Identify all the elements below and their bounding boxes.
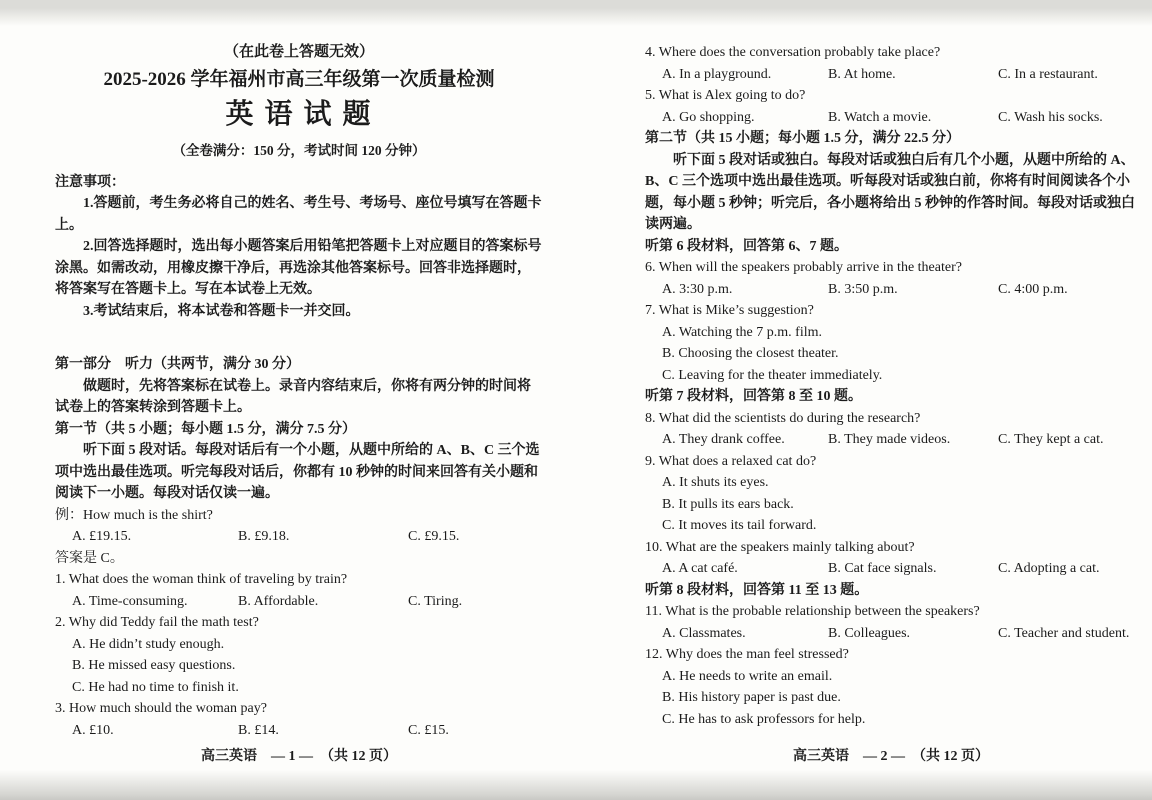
options-row: [55, 591, 543, 613]
option-a: A. In a playground.: [662, 66, 772, 82]
option-line: A. It shuts its eyes.: [662, 475, 769, 490]
score-duration-info: （全卷满分：150 分，考试时间 120 分钟）: [172, 143, 426, 158]
instruction-paragraph: 1.答题前，考生务必将自己的姓名、考生号、考场号、座位号填写在答题卡上。: [55, 196, 542, 233]
options-row: [55, 526, 543, 548]
instruction-paragraph: 3.考试结束后，将本试卷和答题卡一并交回。: [83, 303, 360, 319]
option-a: A. £19.15.: [72, 529, 132, 544]
options-row: [55, 720, 543, 742]
text-line: 例：How much is the shirt?: [55, 507, 213, 523]
option-c: C. Adopting a cat.: [998, 561, 1100, 576]
part-heading: 第一部分 听力（共两节，满分 30 分）: [55, 357, 300, 372]
instruction-line: 第一节（共 5 小题；每小题 1.5 分，满分 7.5 分）: [55, 421, 356, 437]
question-stem: 2. Why did Teddy fail the math test?: [55, 615, 259, 630]
option-c: C. £9.15.: [408, 529, 460, 544]
option-line: B. It pulls its ears back.: [662, 496, 794, 512]
option-b: B. They made videos.: [828, 432, 951, 447]
question-stem: 7. What is Mike’s suggestion?: [645, 303, 814, 318]
instruction-paragraph: 2.回答选择题时，选出每小题答案后用铅笔把答题卡上对应题目的答案标号涂黑。如需改动，用橡皮擦干净后，再选涂其他答案标号。回答非选择题时，将答案写在答题卡上。写在本试卷上无效。: [55, 239, 542, 297]
option-b: B. £14.: [238, 722, 279, 738]
question-stem: 12. Why does the man feel stressed?: [645, 647, 849, 662]
options-row: [645, 279, 1137, 301]
option-b: B. 3:50 p.m.: [828, 281, 898, 297]
option-line: B. Choosing the closest theater.: [662, 346, 839, 361]
page-1-footer: 高三英语 — 1 — （共 12 页）: [201, 749, 397, 764]
option-a: A. 3:30 p.m.: [662, 281, 733, 297]
option-b: B. Affordable.: [238, 593, 319, 609]
subject-title: 英 语 试 题: [225, 99, 373, 130]
option-line: C. Leaving for the theater immediately.: [662, 367, 883, 383]
exam-session-title: 2025-2026 学年福州市高三年级第一次质量检测: [103, 68, 495, 90]
option-line: C. He had no time to finish it.: [72, 679, 239, 695]
option-b: B. £9.18.: [238, 529, 290, 544]
page-1-content: [55, 42, 543, 741]
instruction-line: 听第 6 段材料，回答第 6、7 题。: [645, 238, 848, 254]
instruction-line: 听第 7 段材料，回答第 8 至 10 题。: [645, 389, 862, 404]
question-stem: 8. What did the scientists do during the research?: [645, 410, 921, 426]
instruction-line: 第二节（共 15 小题；每小题 1.5 分，满分 22.5 分）: [645, 131, 960, 146]
question-stem: 9. What does a relaxed cat do?: [645, 453, 817, 469]
option-b: B. Colleagues.: [828, 625, 911, 641]
exam-invalid-notice: （在此卷上答题无效）: [223, 44, 374, 60]
option-c: C. 4:00 p.m.: [998, 281, 1068, 297]
notes-heading: 注意事项：: [55, 174, 125, 190]
instruction-paragraph: 听下面 5 段对话。每段对话后有一个小题，从题中所给的 A、B、C 三个选项中选出最佳选项。听完每段对话后，你都有 10 秒钟的时间来回答有关小题和阅读下一小题。每段对话仅读一遍。: [55, 443, 540, 501]
instruction-line: 听第 8 段材料，回答第 11 至 13 题。: [645, 582, 869, 598]
option-line: B. He missed easy questions.: [72, 658, 236, 673]
question-stem: 3. How much should the woman pay?: [55, 701, 267, 716]
option-line: B. His history paper is past due.: [662, 690, 841, 705]
page-2-content: [645, 42, 1137, 730]
option-a: A. They drank coffee.: [662, 432, 785, 447]
options-row: [645, 429, 1137, 451]
option-b: B. At home.: [828, 66, 896, 82]
options-row: [645, 107, 1137, 129]
option-a: A. Time-consuming.: [72, 593, 188, 609]
option-a: A. Classmates.: [662, 625, 746, 641]
exam-page-2: [645, 0, 1137, 800]
option-line: A. He didn’t study enough.: [72, 636, 225, 652]
option-a: A. A cat café.: [662, 561, 738, 576]
option-c: C. Tiring.: [408, 593, 463, 609]
option-c: C. Teacher and student.: [998, 625, 1130, 641]
instruction-paragraph: 做题时，先将答案标在试卷上。录音内容结束后，你将有两分钟的时间将试卷上的答案转涂到答题卡上。: [55, 378, 531, 415]
option-line: C. He has to ask professors for help.: [662, 711, 866, 727]
options-row: [645, 623, 1137, 645]
option-line: A. Watching the 7 p.m. film.: [662, 324, 822, 340]
option-line: A. He needs to write an email.: [662, 668, 833, 684]
question-stem: 5. What is Alex going to do?: [645, 88, 806, 103]
options-row: [645, 64, 1137, 86]
option-line: C. It moves its tail forward.: [662, 518, 817, 533]
option-b: B. Watch a movie.: [828, 109, 932, 125]
option-c: C. In a restaurant.: [998, 66, 1098, 82]
option-b: B. Cat face signals.: [828, 561, 937, 576]
question-stem: 11. What is the probable relationship between the speakers?: [645, 604, 980, 619]
page-2-footer: 高三英语 — 2 — （共 12 页）: [793, 749, 989, 764]
option-c: C. They kept a cat.: [998, 432, 1104, 447]
question-stem: 4. Where does the conversation probably take place?: [645, 45, 941, 60]
text-line: 答案是 C。: [55, 550, 124, 566]
question-stem: 6. When will the speakers probably arrive in the theater?: [645, 260, 962, 275]
exam-page-1: [55, 0, 543, 800]
option-a: A. Go shopping.: [662, 109, 755, 125]
option-c: C. Wash his socks.: [998, 109, 1103, 125]
option-a: A. £10.: [72, 722, 114, 738]
question-stem: 1. What does the woman think of traveling by train?: [55, 572, 348, 587]
instruction-paragraph: 听下面 5 段对话或独白。每段对话或独白后有几个小题，从题中所给的 A、B、C 三个选项中选出最佳选项。听每段对话或独白前，你将有时间阅读各个小题，每小题 5 秒钟；听完后，各小题将给出 5 秒钟的作答时间。每段对话或独白读两遍。: [645, 152, 1135, 232]
option-c: C. £15.: [408, 722, 449, 738]
question-stem: 10. What are the speakers mainly talking about?: [645, 539, 915, 555]
options-row: [645, 558, 1137, 580]
